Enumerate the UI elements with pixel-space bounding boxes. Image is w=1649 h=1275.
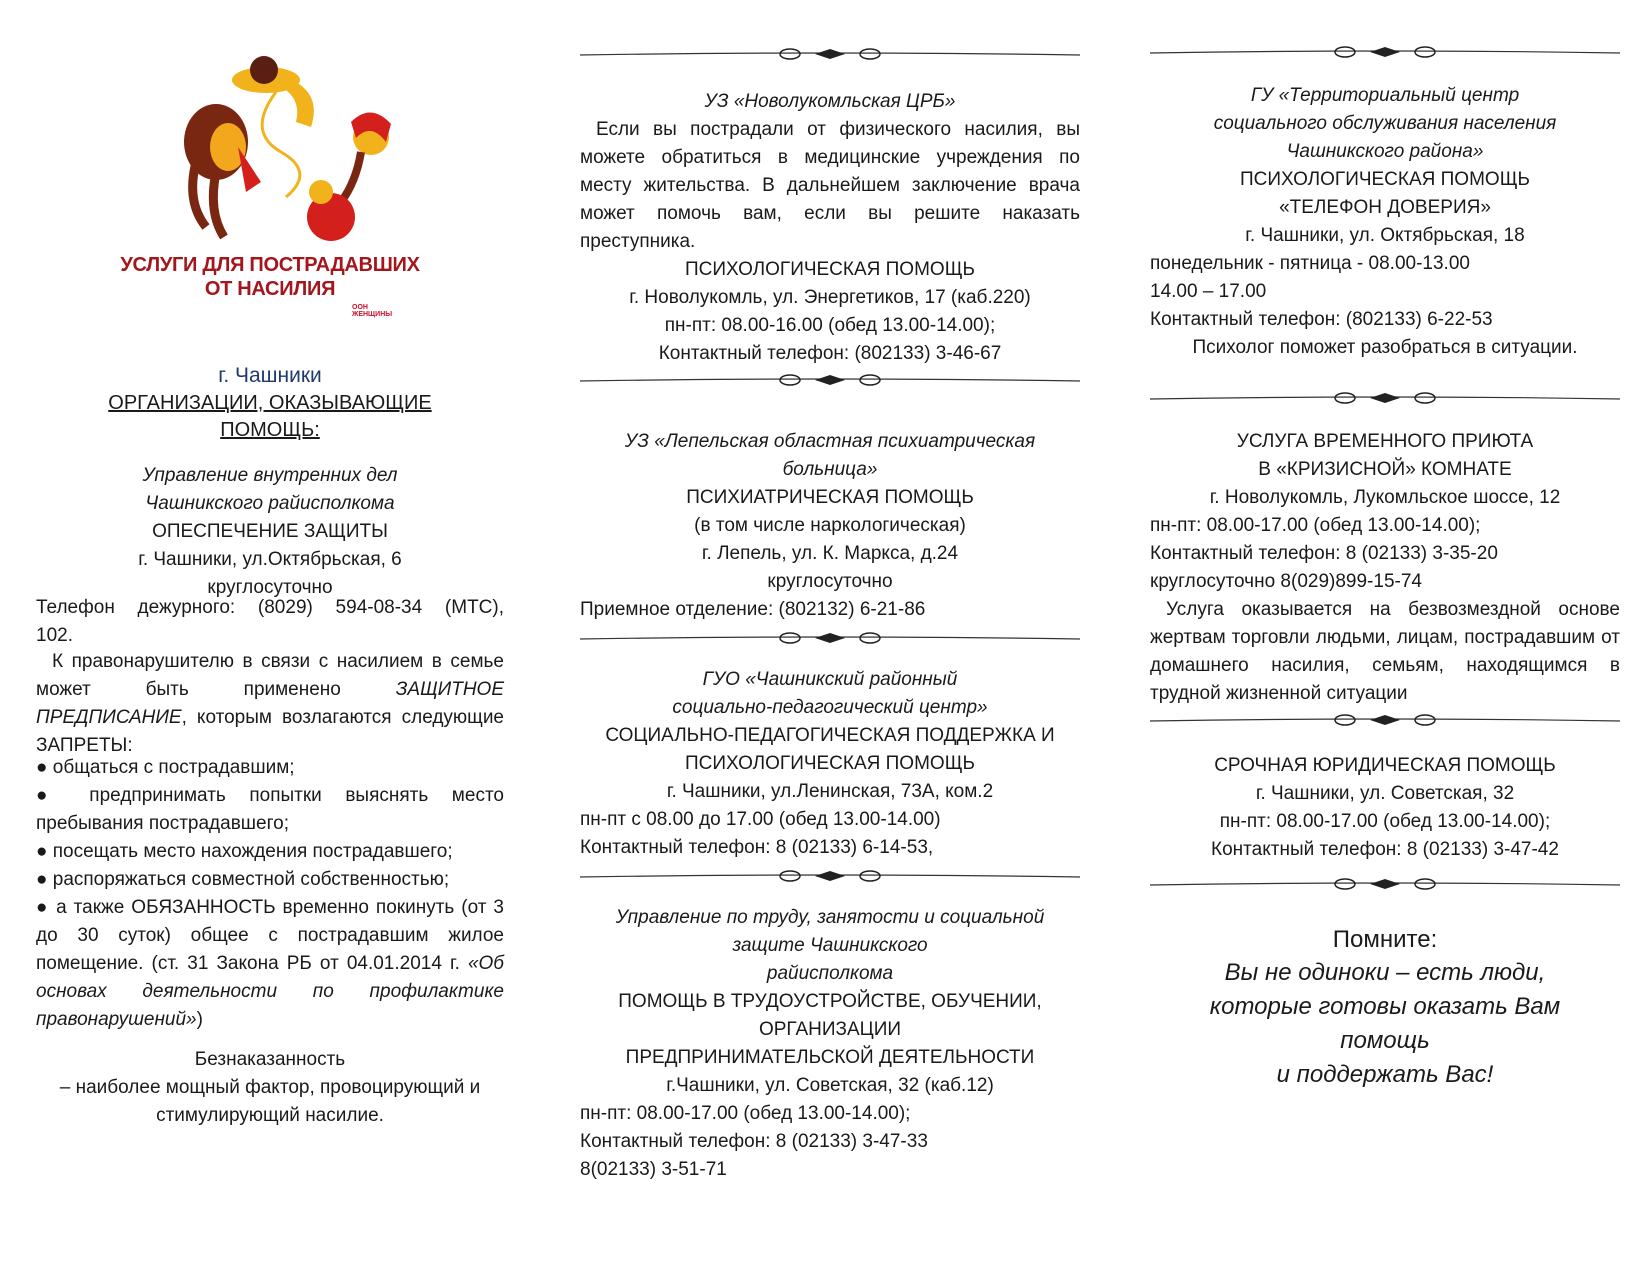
legal-aid-title: СРОЧНАЯ ЮРИДИЧЕСКАЯ ПОМОЩЬ (1214, 755, 1556, 776)
protective-order-paragraph (36, 648, 504, 760)
crisis-room-address: г. Новолукомль, Лукомльское шоссе, 12 (1209, 487, 1561, 508)
org-labor-name-line2: защите Чашникского (732, 935, 928, 956)
organizations-heading-line1: ОРГАНИЗАЦИИ, ОКАЗЫВАЮЩИЕ (108, 392, 432, 414)
org-police-hours: круглосуточно (207, 577, 333, 598)
impunity-section (36, 1046, 504, 1130)
org-labor-hours: пн-пт: 08.00-17.00 (обед 13.00-14.00); (580, 1103, 911, 1124)
org-lepel-name-line2: больница» (782, 459, 878, 480)
figure-left-face (210, 123, 246, 171)
remember-section (1150, 924, 1620, 1092)
org-police-name-line1: Управление внутренних дел (142, 465, 398, 486)
org-novolukoml-phone: Контактный телефон: (802133) 3-46-67 (658, 343, 1002, 364)
protective-order-text: К правонарушителю в связи с насилием в семье может быть применено (36, 651, 504, 700)
org-legal-aid (1150, 752, 1620, 864)
un-badge-line1: ООН (352, 304, 368, 311)
list-item: ● посещать место нахождения пострадавшего; (36, 841, 453, 862)
crisis-room-phone2: круглосуточно 8(029)899-15-74 (1150, 571, 1422, 592)
law-reference-text: ● а также ОБЯЗАННОСТЬ временно покинуть (от 3 до 30 суток) общее с пострадавшим жилое помещение. (ст. 31 Закона РБ от 04.01.2014 г. (36, 897, 504, 974)
org-spc-service-line1: СОЦИАЛЬНО-ПЕДАГОГИЧЕСКАЯ ПОДДЕРЖКА И (605, 725, 1055, 746)
crisis-room-title-line1: УСЛУГА ВРЕМЕННОГО ПРИЮТА (1236, 431, 1534, 452)
org-lepel-service: ПСИХИАТРИЧЕСКАЯ ПОМОЩЬ (686, 487, 974, 508)
org-tc-address: г. Чашники, ул. Октябрьская, 18 (1245, 225, 1525, 246)
org-labor-address: г.Чашники, ул. Советская, 32 (каб.12) (666, 1075, 994, 1096)
organizations-heading (36, 390, 504, 444)
org-labor-name-line3: райисполкома (766, 963, 894, 984)
logo (36, 52, 504, 332)
impunity-text: – наиболее мощный фактор, провоцирующий и стимулирующий насилие. (59, 1077, 481, 1126)
prohibitions-list (36, 754, 504, 1034)
org-territorial-center (1150, 82, 1620, 362)
crisis-room-note: Услуга оказывается на безвозмездной основе жертвам торговли людьми, лицам, пострадавшим от домашнего насилия, семьям, находящимся в трудной жизненной ситуации (1150, 599, 1620, 704)
un-women-badge (352, 304, 402, 318)
figure-top-arm (286, 82, 314, 127)
org-police-phone (36, 594, 504, 650)
org-police-name-line2: Чашникского райисполкома (145, 493, 395, 514)
org-labor-service-line2: ОРГАНИЗАЦИИ (758, 1019, 902, 1040)
org-social-pedagogical-center (580, 666, 1080, 862)
list-item: ● предпринимать попытки выяснять место пребывания пострадавшего; (36, 785, 504, 834)
org-spc-name-line1: ГУО «Чашникский районный (702, 669, 958, 690)
crisis-room-phone: Контактный телефон: 8 (02133) 3-35-20 (1150, 543, 1498, 564)
org-spc-address: г. Чашники, ул.Ленинская, 73А, ком.2 (666, 781, 994, 802)
org-novolukoml-service: ПСИХОЛОГИЧЕСКАЯ ПОМОЩЬ (685, 259, 975, 280)
ornament-divider (1150, 872, 1620, 896)
ornament-divider (1150, 40, 1620, 64)
impunity-title: Безнаказанность (194, 1049, 346, 1070)
org-novolukoml-hours: пн-пт: 08.00-16.00 (обед 13.00-14.00); (664, 315, 996, 336)
legal-aid-hours: пн-пт: 08.00-17.00 (обед 13.00-14.00); (1219, 811, 1551, 832)
organizations-heading-line2: ПОМОЩЬ: (220, 419, 320, 441)
figure-left-braid2 (213, 172, 224, 237)
org-lepel-phone: Приемное отделение: (802132) 6-21-86 (580, 599, 926, 620)
org-lepel-address: г. Лепель, ул. К. Маркса, д.24 (701, 543, 959, 564)
org-lepel-hospital (580, 428, 1080, 624)
org-tc-phone: Контактный телефон: (802133) 6-22-53 (1150, 309, 1493, 330)
org-spc-phone: Контактный телефон: 8 (02133) 6-14-53, (580, 837, 934, 858)
figure-bottom-head (309, 180, 333, 204)
remember-line2: которые готовы оказать Вам (1209, 993, 1561, 1020)
org-tc-service-line2: «ТЕЛЕФОН ДОВЕРИЯ» (1279, 197, 1491, 218)
org-tc-name-line3: Чашникского района» (1286, 141, 1484, 162)
remember-line3: помощь (1340, 1027, 1430, 1054)
connecting-line (262, 92, 300, 197)
ornament-divider (1150, 386, 1620, 410)
remember-line4: и поддержать Вас! (1276, 1061, 1494, 1088)
org-labor-phone2: 8(02133) 3-51-71 (580, 1159, 727, 1180)
org-police-phone-line2: 102. (36, 625, 73, 646)
org-tc-service-line1: ПСИХОЛОГИЧЕСКАЯ ПОМОЩЬ (1240, 169, 1530, 190)
ornament-divider (580, 626, 1080, 650)
list-item (36, 894, 504, 1034)
legal-aid-phone: Контактный телефон: 8 (02133) 3-47-42 (1211, 839, 1559, 860)
org-crisis-room (1150, 428, 1620, 708)
logo-title (36, 253, 504, 301)
protective-order-text-after: , которым возлагаются следующие ЗАПРЕТЫ: (36, 707, 504, 756)
org-lepel-hours: круглосуточно (767, 571, 893, 592)
org-police-service: ОПЕСПЕЧЕНИЕ ЗАЩИТЫ (152, 521, 388, 542)
logo-title-line1: УСЛУГИ ДЛЯ ПОСТРАДАВШИХ (120, 254, 420, 276)
org-novolukoml-address: г. Новолукомль, ул. Энергетиков, 17 (каб.220) (629, 287, 1031, 308)
org-police-address: г. Чашники, ул.Октябрьская, 6 (138, 549, 402, 570)
un-badge-line2: ЖЕНЩИНЫ (352, 311, 393, 318)
org-spc-hours: пн-пт с 08.00 до 17.00 (обед 13.00-14.00) (580, 809, 941, 830)
figure-left-hand (238, 147, 261, 192)
org-novolukoml-text: Если вы пострадали от физического насилия, вы можете обратиться в медицинские учреждения по месту жительства. В дальнейшем заключение врача может помочь вам, если вы решите наказать преступника. (580, 119, 1080, 252)
list-item: ● распоряжаться совместной собственностью; (36, 869, 450, 890)
crisis-room-hours: пн-пт: 08.00-17.00 (обед 13.00-14.00); (1150, 515, 1481, 536)
org-police (36, 462, 504, 602)
org-tc-hours1: понедельник - пятница - 08.00-13.00 (1150, 253, 1470, 274)
org-lepel-name-line1: УЗ «Лепельская областная психиатрическая (624, 431, 1036, 452)
ornament-divider (580, 368, 1080, 392)
remember-line1: Вы не одиноки – есть люди, (1224, 959, 1546, 986)
crisis-room-title-line2: В «КРИЗИСНОЙ» КОМНАТЕ (1258, 459, 1512, 480)
org-labor-department (580, 904, 1080, 1184)
org-tc-note: Психолог поможет разобраться в ситуации. (1192, 337, 1578, 358)
ornament-divider (580, 864, 1080, 888)
city-name: г. Чашники (218, 364, 322, 387)
protective-order-emphasis: ЗАЩИТНОЕ ПРЕДПИСАНИЕ (36, 679, 504, 728)
org-tc-name-line2: социального обслуживания населения (1213, 113, 1557, 134)
list-item: ● общаться с пострадавшим; (36, 757, 295, 778)
remember-title: Помните: (1332, 926, 1438, 953)
ornament-divider (1150, 708, 1620, 732)
org-labor-name-line1: Управление по труду, занятости и социальной (615, 907, 1045, 928)
org-novolukoml-hospital (580, 88, 1080, 368)
law-reference-close: ) (196, 1009, 203, 1030)
figure-right-arm (341, 152, 361, 202)
org-lepel-note: (в том числе наркологическая) (694, 515, 966, 536)
ornament-divider (580, 42, 1080, 66)
org-spc-service-line2: ПСИХОЛОГИЧЕСКАЯ ПОМОЩЬ (685, 753, 975, 774)
org-novolukoml-name: УЗ «Новолукомльская ЦРБ» (704, 91, 956, 112)
women-circle-illustration (146, 52, 446, 242)
law-title: «Об основах деятельности по профилактике правонарушений» (36, 953, 504, 1030)
org-labor-phone1: Контактный телефон: 8 (02133) 3-47-33 (580, 1131, 928, 1152)
org-tc-name-line1: ГУ «Территориальный центр (1250, 85, 1520, 106)
org-labor-service-line3: ПРЕДПРИНИМАТЕЛЬСКОЙ ДЕЯТЕЛЬНОСТИ (625, 1047, 1035, 1068)
org-tc-hours2: 14.00 – 17.00 (1150, 281, 1267, 302)
org-spc-name-line2: социально-педагогический центр» (672, 697, 988, 718)
figure-top-head (250, 56, 278, 84)
org-police-phone-line1: Телефон дежурного: (8029) 594-08-34 (МТС), (36, 597, 504, 618)
logo-title-line2: ОТ НАСИЛИЯ (204, 278, 336, 300)
legal-aid-address: г. Чашники, ул. Советская, 32 (1255, 783, 1515, 804)
org-labor-service-line1: ПОМОЩЬ В ТРУДОУСТРОЙСТВЕ, ОБУЧЕНИИ, (618, 991, 1042, 1012)
